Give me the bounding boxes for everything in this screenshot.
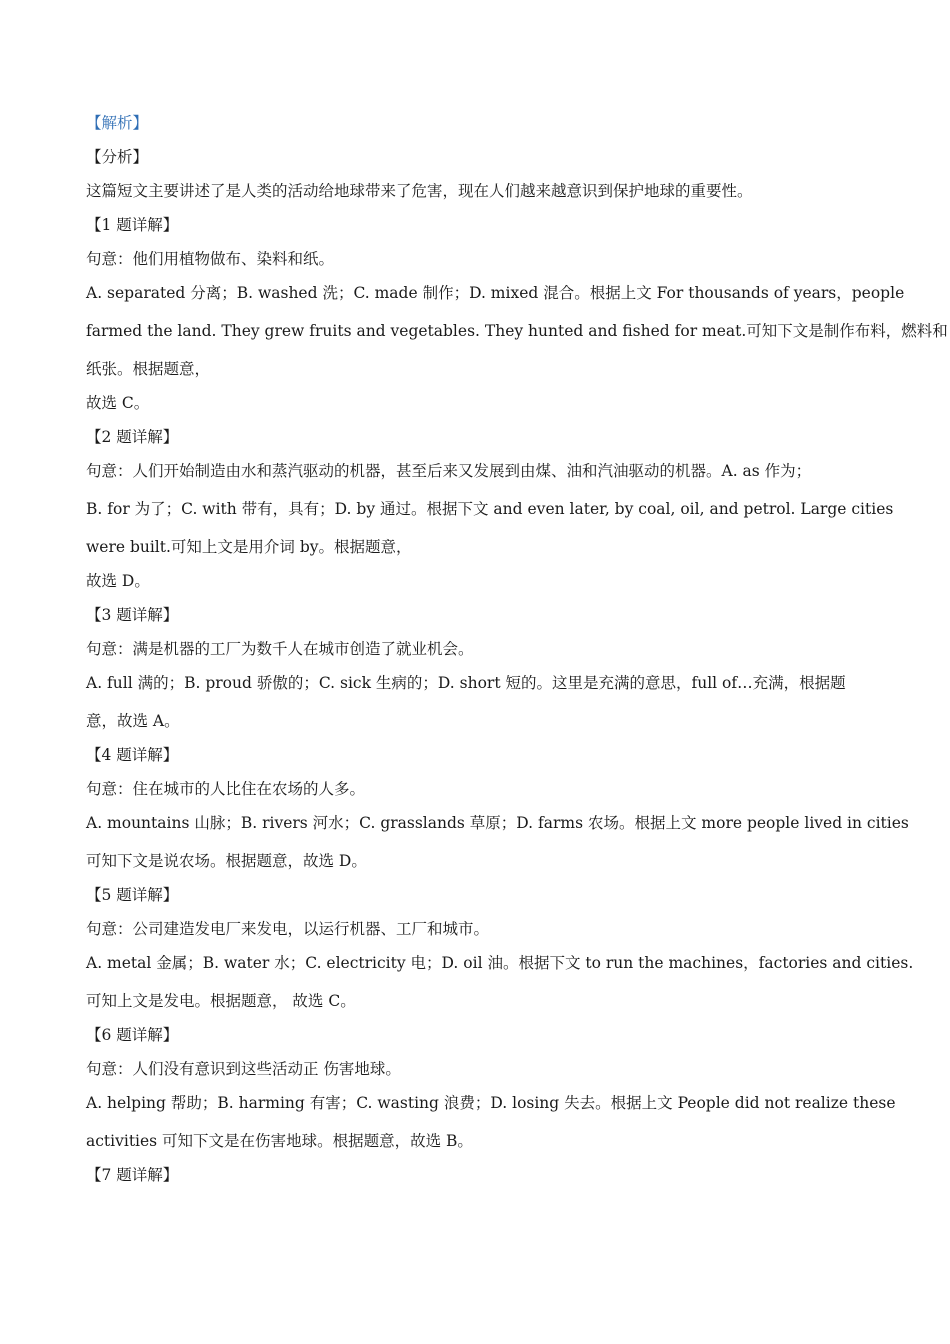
q3-sentence: 句意：满是机器的工厂为数千人在城市创造了就业机会。 [86,640,474,658]
q3-line-1: A. full 满的；B. proud 骄傲的；C. sick 生病的；D. short 短的。这里是充满的意思，full of…充满，根据题 [86,674,846,692]
jiexi-label: 【解析】 [86,114,149,132]
q1-answer: 故选 C。 [86,394,150,412]
q6-line-1: A. helping 帮助；B. harming 有害；C. wasting 浪费；D. losing 失去。根据上文 People did not realize these [86,1094,896,1112]
q4-line-2: 可知下文是说农场。根据题意，故选 D。 [86,852,367,870]
q1-sentence: 句意：他们用植物做布、染料和纸。 [86,250,335,268]
q4-line-1: A. mountains 山脉；B. rivers 河水；C. grasslands 草原；D. farms 农场。根据上文 more people lived in cities [86,814,909,832]
q1-heading: 【1 题详解】 [86,216,179,234]
q2-sentence: 句意：人们开始制造由水和蒸汽驱动的机器，甚至后来又发展到由煤、油和汽油驱动的机器。A. as 作为； [86,462,812,480]
q1-line-1: A. separated 分离；B. washed 洗；C. made 制作；D. mixed 混合。根据上文 For thousands of years，people [86,284,905,302]
q4-sentence: 句意：住在城市的人比住在农场的人多。 [86,780,366,798]
q3-heading: 【3 题详解】 [86,606,179,624]
q6-heading: 【6 题详解】 [86,1026,179,1044]
summary-text: 这篇短文主要讲述了是人类的活动给地球带来了危害，现在人们越来越意识到保护地球的重要性。 [86,182,753,200]
q2-line-1: B. for 为了；C. with 带有，具有；D. by 通过。根据下文 and even later, by coal, oil, and petrol. Large cities [86,500,894,518]
document-page [86,112,948,1186]
q7-heading: 【7 题详解】 [86,1166,179,1184]
q4-heading: 【4 题详解】 [86,746,179,764]
q2-line-2: were built.可知上文是用介词 by。根据题意， [86,538,412,556]
q2-heading: 【2 题详解】 [86,428,179,446]
q6-sentence: 句意：人们没有意识到这些活动正 伤害地球。 [86,1060,401,1078]
q1-line-2: farmed the land. They grew fruits and vegetables. They hunted and fished for meat.可知下文是制作布料，燃料和 [86,322,948,340]
q6-line-2: activities 可知下文是在伤害地球。根据题意，故选 B。 [86,1132,473,1150]
q3-line-2: 意，故选 A。 [86,712,180,730]
q2-answer: 故选 D。 [86,572,150,590]
q5-line-2: 可知上文是发电。根据题意， 故选 C。 [86,992,356,1010]
q1-line-3: 纸张。根据题意， [86,360,211,378]
q5-sentence: 句意：公司建造发电厂来发电，以运行机器、工厂和城市。 [86,920,490,938]
fenxi-label: 【分析】 [86,148,149,166]
q5-line-1: A. metal 金属；B. water 水；C. electricity 电；D. oil 油。根据下文 to run the machines，factories and cities. [86,954,914,972]
q5-heading: 【5 题详解】 [86,886,179,904]
